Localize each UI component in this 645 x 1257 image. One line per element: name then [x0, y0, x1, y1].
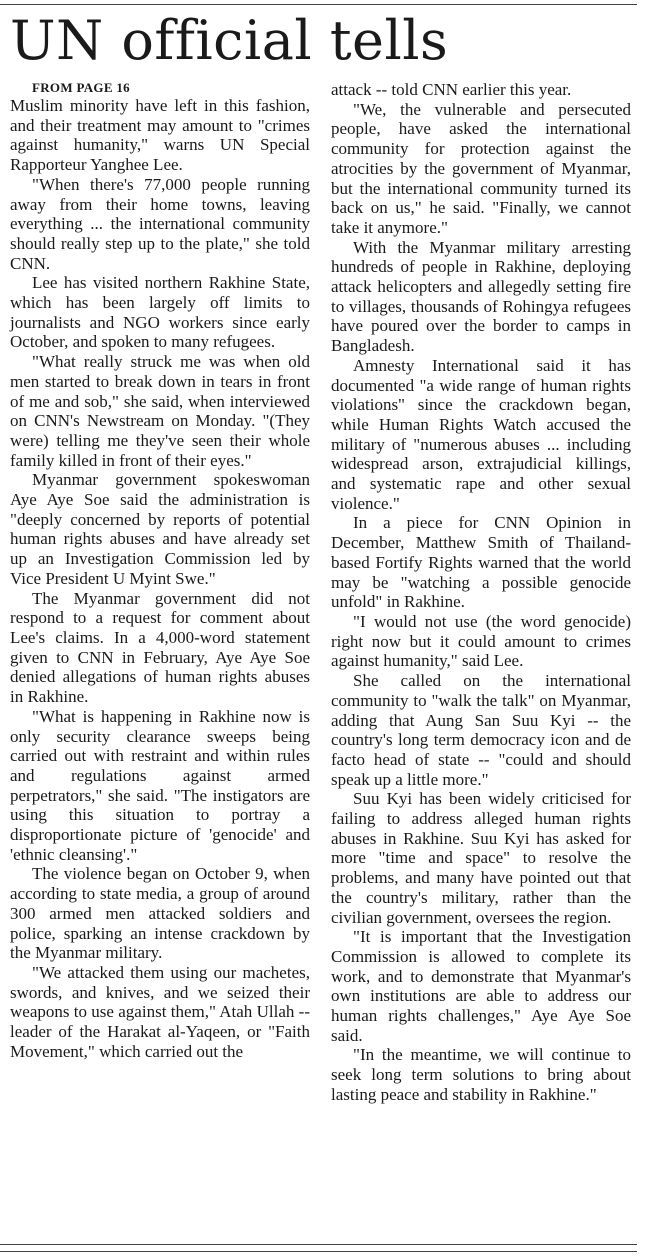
left-column [10, 80, 310, 1061]
paragraph: With the Myanmar military arresting hundreds of people in Rakhine, deploying attack helicopters and allegedly setting fire to villages, thousands of Rohingya refugees have poured over the border to camps in Bangladesh. [331, 237, 631, 356]
right-column [331, 80, 631, 1105]
paragraph: Lee has visited northern Rakhine State, which has been largely off limits to journalists and NGO workers since early October, and spoken to many refugees. [10, 273, 310, 352]
paragraph: Amnesty International said it has documented "a wide range of human rights violations" since the crackdown began, while Human Rights Watch accused the military of "numerous abuses ... including widespread arson, extrajudicial killings, and systematic rape and other sexual violence." [331, 355, 631, 513]
top-rule [0, 4, 637, 5]
paragraph: "What is happening in Rakhine now is only security clearance sweeps being carried out with restraint and within rules and regulations against armed perpetrators," she said. "The instigators are using this situation to portray a disproportionate picture of 'genocide' and 'ethnic cleansing'." [10, 706, 310, 864]
paragraph: Suu Kyi has been widely criticised for failing to address alleged human rights abuses in Rakhine. Suu Kyi has asked for more "time and space" to resolve the problems, and many have pointed out that the country's military, rather than the civilian government, oversees the region. [331, 789, 631, 927]
paragraph: "In the meantime, we will continue to seek long term solutions to bring about lasting peace and stability in Rakhine." [331, 1045, 631, 1104]
paragraph: Muslim minority have left in this fashion, and their treatment may amount to "crimes against humanity," warns UN Special Rapporteur Yanghee Lee. [10, 96, 310, 175]
paragraph: "We, the vulnerable and persecuted people, have asked the international community for protection against the atrocities by the government of Myanmar, but the international community turned its back on us," he said. "Finally, we cannot take it anymore." [331, 99, 631, 237]
paragraph: "When there's 77,000 people running away from their home towns, leaving everything ... the international community should really step up to the plate," she told CNN. [10, 174, 310, 273]
paragraph: "It is important that the Investigation Commission is allowed to complete its work, and to demonstrate that Myanmar's own institutions are able to address our human rights challenges," Aye Aye Soe said. [331, 927, 631, 1045]
bottom-rule [0, 1244, 637, 1245]
continuation-kicker: FROM PAGE 16 [32, 80, 130, 95]
paragraph: In a piece for CNN Opinion in December, Matthew Smith of Thailand-based Fortify Rights warned that the world may be "watching a possible genocide unfold" in Rakhine. [331, 513, 631, 612]
paragraph: "We attacked them using our machetes, swords, and knives, and we seized their weapons to use against them," Atah Ullah -- leader of the Harakat al-Yaqeen, or "Faith Movement," which carried out the [10, 962, 310, 1061]
paragraph: Myanmar government spokeswoman Aye Aye Soe said the administration is "deeply concerned by reports of potential human rights abuses and have already set up an Investigation Commission led by Vice President U Myint Swe." [10, 470, 310, 588]
paragraph: "What really struck me was when old men started to break down in tears in front of me and sob," she said, when interviewed on CNN's Newstream on Monday. "(They were) telling me they've seen their whole family killed in front of their eyes." [10, 352, 310, 470]
paragraph: The violence began on October 9, when according to state media, a group of around 300 armed men attacked soldiers and police, sparking an intense crackdown by the Myanmar military. [10, 864, 310, 963]
paragraph: The Myanmar government did not respond to a request for comment about Lee's claims. In a 4,000-word statement given to CNN in February, Aye Aye Soe denied allegations of human rights abuses in Rakhine. [10, 588, 310, 707]
paragraph-continuation: attack -- told CNN earlier this year. [331, 80, 572, 99]
paragraph: "I would not use (the word genocide) right now but it could amount to crimes against humanity," said Lee. [331, 611, 631, 671]
paragraph: She called on the international community to "walk the talk" on Myanmar, adding that Aung San Suu Kyi -- the country's long term democracy icon and de facto head of state -- "could and should speak up a little more." [331, 671, 631, 789]
bottom-rule-second [0, 1251, 637, 1252]
headline: UN official tells [10, 9, 449, 72]
